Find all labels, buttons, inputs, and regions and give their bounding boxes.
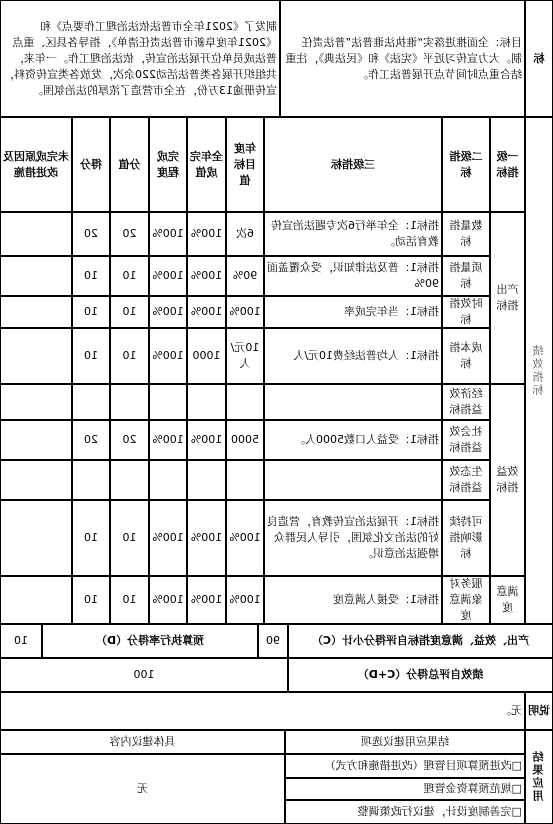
result-option-2: □规范预算资金管理 bbox=[285, 778, 525, 800]
row-4-target: 10元/人 bbox=[226, 328, 264, 384]
row-3-reason bbox=[0, 296, 72, 328]
row-2-reason bbox=[0, 256, 72, 296]
row-4-level3: 指标1：人均普法经费10元/人 bbox=[264, 328, 442, 384]
row-3-actual: 100% bbox=[187, 296, 226, 328]
subtotal-label: 产出、效益、满意度指标自评得分小计（C） bbox=[288, 624, 553, 658]
row-7-level3 bbox=[264, 460, 442, 500]
row-9-target: 100% bbox=[226, 576, 264, 624]
row-3-level3: 指标1：当年完成率 bbox=[264, 296, 442, 328]
row-1-level2: 数量指标 bbox=[442, 212, 490, 256]
col-level2: 二级指标 bbox=[442, 117, 490, 212]
row-7-score bbox=[72, 460, 110, 500]
row-1-level3: 指标1：全年举行6次专题法治宣传教育活动。 bbox=[264, 212, 442, 256]
level1-output: 产出指标 bbox=[490, 212, 525, 384]
annual-goal-text: 目标：全面推进落实“谁执法谁普法”普法责任制。大力宣传习近平《宪法》和《民法典》，注重结合重点时间节点开展普法工作。 bbox=[280, 0, 525, 117]
col-level1: 一级指标 bbox=[490, 117, 525, 212]
row-9-actual: 100% bbox=[187, 576, 226, 624]
row-1-target: 6次 bbox=[226, 212, 264, 256]
row-1-completion: 100% bbox=[149, 212, 187, 256]
row-8-level2: 可持续影响指标 bbox=[442, 500, 490, 576]
row-8-completion: 100% bbox=[149, 500, 187, 576]
row-6-level3: 指标1：受益人口数5000人。 bbox=[264, 420, 442, 460]
budget-rate-label: 预算执行率得分（D） bbox=[42, 624, 258, 658]
row-6-target: 5000 bbox=[226, 420, 264, 460]
completion-text: 制发了《2021年全市普法依法治理工作要点》和《2021年度阜新市普法责任清单》，指导各县区、重点普法成员单位开展法治宣传，依法治理工作。一年来，共组织开展各类普法活动220余次，发放各类宣传资料，宣传册逾13万份，在全市营造了浓厚的法治氛围。 bbox=[0, 0, 280, 117]
row-6-score: 20 bbox=[72, 420, 110, 460]
row-1-reason bbox=[0, 212, 72, 256]
notes-label: 说明 bbox=[525, 692, 553, 730]
level1-effect: 效益指标 bbox=[490, 384, 525, 576]
result-col-advice: 具体建议内容 bbox=[0, 730, 285, 754]
row-6-points: 20 bbox=[110, 420, 149, 460]
row-3-completion: 100% bbox=[149, 296, 187, 328]
row-2-actual: 100% bbox=[187, 256, 226, 296]
row-5-level3 bbox=[264, 384, 442, 420]
row-8-points: 10 bbox=[110, 500, 149, 576]
row-4-points: 10 bbox=[110, 328, 149, 384]
subtotal-value: 90 bbox=[258, 624, 288, 658]
row-9-level2: 服务对象满意度 bbox=[442, 576, 490, 624]
col-score: 得分 bbox=[72, 117, 110, 212]
row-1-points: 20 bbox=[110, 212, 149, 256]
budget-rate-value: 10 bbox=[0, 624, 42, 658]
row-2-level2: 质量指标 bbox=[442, 256, 490, 296]
row-2-points: 10 bbox=[110, 256, 149, 296]
result-application-label: 结果应用 bbox=[525, 730, 553, 824]
row-6-completion: 100% bbox=[149, 420, 187, 460]
row-6-level2: 社会效益指标 bbox=[442, 420, 490, 460]
col-level3: 三级指标 bbox=[264, 117, 442, 212]
row-5-actual bbox=[187, 384, 226, 420]
row-8-level3: 指标1：开展法治宣传教育，营造良好的法治文化氛围，引导人民群众增强法治意识。 bbox=[264, 500, 442, 576]
row-4-actual: 1000 bbox=[187, 328, 226, 384]
row-9-reason bbox=[0, 576, 72, 624]
row-5-points bbox=[110, 384, 149, 420]
row-4-completion: 100% bbox=[149, 328, 187, 384]
row-5-completion bbox=[149, 384, 187, 420]
row-8-target: 100% bbox=[226, 500, 264, 576]
row-7-actual bbox=[187, 460, 226, 500]
col-annual-target: 年度目标值 bbox=[226, 117, 264, 212]
total-value: 100 bbox=[0, 658, 288, 692]
col-reason: 未完成原因及改进措施 bbox=[0, 117, 72, 212]
row-2-target: 90% bbox=[226, 256, 264, 296]
row-3-points: 10 bbox=[110, 296, 149, 328]
row-5-reason bbox=[0, 384, 72, 420]
row-4-score: 10 bbox=[72, 328, 110, 384]
row-3-score: 10 bbox=[72, 296, 110, 328]
row-6-reason bbox=[0, 420, 72, 460]
row-8-actual: 100% bbox=[187, 500, 226, 576]
row-6-actual: 100% bbox=[187, 420, 226, 460]
notes-value: 无。 bbox=[0, 692, 525, 730]
row-1-score: 20 bbox=[72, 212, 110, 256]
row-7-completion bbox=[149, 460, 187, 500]
row-2-level3: 指标1：普及法律知识，受众覆盖面90% bbox=[264, 256, 442, 296]
row-8-score: 10 bbox=[72, 500, 110, 576]
col-completion: 完成程度 bbox=[149, 117, 187, 212]
result-option-3: □完善制度设计，建议行政策调整 bbox=[285, 800, 525, 824]
row-2-score: 10 bbox=[72, 256, 110, 296]
col-points: 分值 bbox=[110, 117, 149, 212]
row-9-points: 10 bbox=[110, 576, 149, 624]
row-7-reason bbox=[0, 460, 72, 500]
row-3-level2: 时效指标 bbox=[442, 296, 490, 328]
result-col-choice: 结果应用建议选项 bbox=[285, 730, 525, 754]
level1-satisfaction: 满意度 bbox=[490, 576, 525, 624]
row-9-score: 10 bbox=[72, 576, 110, 624]
row-5-target bbox=[226, 384, 264, 420]
result-advice-value: 无 bbox=[0, 754, 285, 824]
col-full-year-value: 全年完成值 bbox=[187, 117, 226, 212]
row-7-points bbox=[110, 460, 149, 500]
header-label-goal: 标 bbox=[525, 0, 553, 117]
row-3-target: 100% bbox=[226, 296, 264, 328]
row-5-score bbox=[72, 384, 110, 420]
row-8-reason bbox=[0, 500, 72, 576]
row-4-reason bbox=[0, 328, 72, 384]
row-2-completion: 100% bbox=[149, 256, 187, 296]
row-7-target bbox=[226, 460, 264, 500]
row-5-level2: 经济效益指标 bbox=[442, 384, 490, 420]
row-4-level2: 成本指标 bbox=[442, 328, 490, 384]
total-label: 绩效自评总得分（C+D） bbox=[288, 658, 553, 692]
row-9-completion: 100% bbox=[149, 576, 187, 624]
perf-indicator-label: 绩效指标 bbox=[525, 117, 553, 624]
row-9-level3: 指标1：受援人满意度 bbox=[264, 576, 442, 624]
result-option-1: □改进预算项目管理（改进措施和方式） bbox=[285, 754, 525, 778]
row-1-actual: 100% bbox=[187, 212, 226, 256]
row-7-level2: 生态效益指标 bbox=[442, 460, 490, 500]
